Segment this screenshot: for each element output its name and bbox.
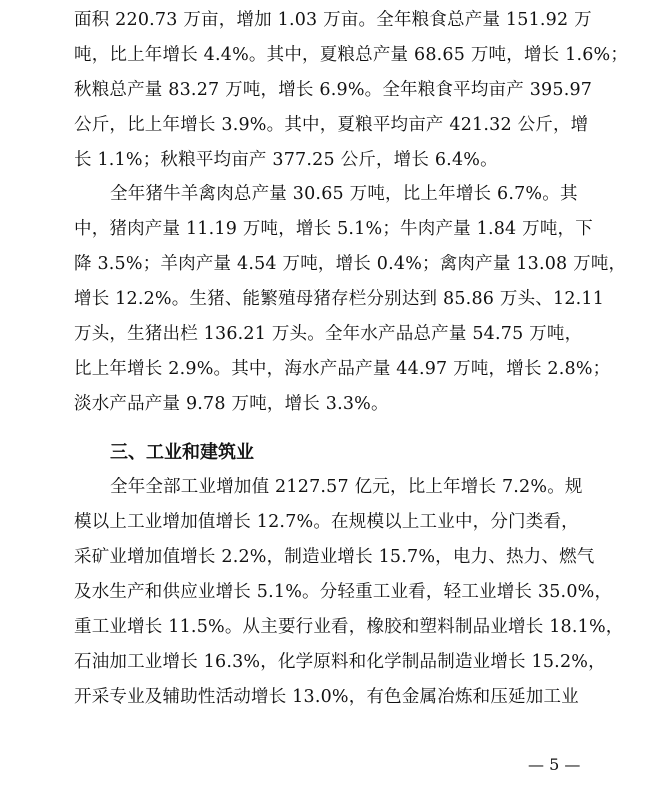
text-line: 长 1.1%；秋粮平均亩产 377.25 公斤，增长 6.4%。 [74, 150, 498, 170]
text-line: 秋粮总产量 83.27 万吨，增长 6.9%。全年粮食平均亩产 395.97 [74, 80, 593, 100]
text-line: 模以上工业增加值增长 12.7%。在规模以上工业中，分门类看， [74, 512, 579, 532]
text-line: 淡水产品产量 9.78 万吨，增长 3.3%。 [74, 394, 389, 414]
text-line: 及水生产和供应业增长 5.1%。分轻重工业看，轻工业增长 35.0%， [74, 582, 613, 602]
text-line: 开采专业及辅助性活动增长 13.0%，有色金属冶炼和压延加工业 [74, 687, 579, 707]
text-line: 比上年增长 2.9%。其中，海水产品产量 44.97 万吨，增长 2.8%； [74, 359, 611, 379]
section-heading: 三、工业和建筑业 [110, 442, 254, 463]
text-line: 全年全部工业增加值 2127.57 亿元，比上年增长 7.2%。规 [110, 477, 583, 497]
text-line: 中，猪肉产量 11.19 万吨，增长 5.1%；牛肉产量 1.84 万吨，下 [74, 219, 593, 239]
text-line: 全年猪牛羊禽肉总产量 30.65 万吨，比上年增长 6.7%。其 [110, 184, 578, 204]
text-line: 万头，生猪出栏 136.21 万头。全年水产品总产量 54.75 万吨， [74, 324, 583, 344]
text-line: 采矿业增加值增长 2.2%，制造业增长 15.7%，电力、热力、燃气 [74, 547, 595, 567]
text-line: 吨，比上年增长 4.4%。其中，夏粮总产量 68.65 万吨，增长 1.6%； [74, 45, 629, 65]
text-line: 重工业增长 11.5%。从主要行业看，橡胶和塑料制品业增长 18.1%， [74, 617, 624, 637]
text-line: 石油加工业增长 16.3%，化学原料和化学制品制造业增长 15.2%， [74, 652, 606, 672]
text-line: 降 3.5%；羊肉产量 4.54 万吨，增长 0.4%；禽肉产量 13.08 万吨， [74, 254, 627, 274]
text-line: 面积 220.73 万亩，增加 1.03 万亩。全年粮食总产量 151.92 万 [74, 10, 592, 30]
page-number: — 5 — [528, 755, 581, 774]
text-line: 公斤，比上年增长 3.9%。其中，夏粮平均亩产 421.32 公斤，增 [74, 115, 589, 135]
text-line: 增长 12.2%。生猪、能繁殖母猪存栏分别达到 85.86 万头、12.11 [74, 289, 605, 309]
